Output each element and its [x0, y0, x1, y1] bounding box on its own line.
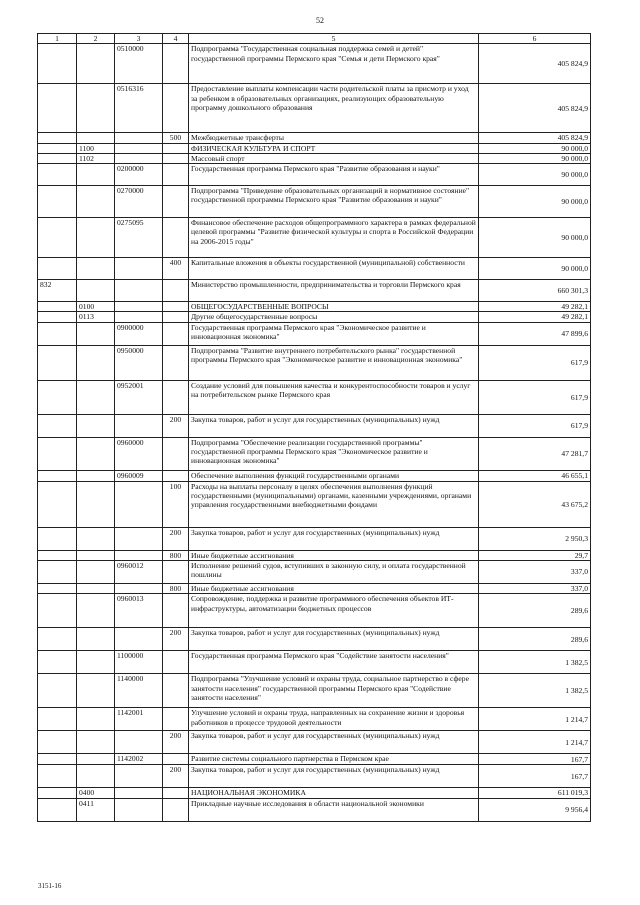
item-name-cell: Подпрограмма "Обеспечение реализации государственной программы" государственной программы Пермского края "Экономическое развитие и инновационная экономика"	[189, 437, 479, 470]
ministry-code-cell	[38, 754, 77, 765]
expense-type-cell: 200	[163, 765, 189, 788]
section-code-cell	[77, 470, 115, 481]
amount-cell: 617,9	[479, 380, 591, 414]
ministry-code-cell: 832	[38, 280, 77, 302]
target-article-cell: 0960000	[115, 437, 163, 470]
target-article-cell: 0900000	[115, 322, 163, 345]
target-article-cell	[115, 527, 163, 550]
item-name-cell: Межбюджетные трансферты	[189, 133, 479, 143]
ministry-code-cell	[38, 218, 77, 258]
expense-type-cell	[163, 322, 189, 345]
expense-type-cell	[163, 302, 189, 312]
expense-type-cell	[163, 674, 189, 708]
section-code-cell	[77, 754, 115, 765]
item-name-cell: Исполнение решений судов, вступивших в законную силу, и оплата государственной пошлины	[189, 561, 479, 584]
table-row	[38, 143, 591, 153]
section-code-cell	[77, 731, 115, 754]
expense-type-cell: 800	[163, 550, 189, 560]
expense-type-cell: 200	[163, 414, 189, 437]
item-name-cell: Подпрограмма "Улучшение условий и охраны труда, социальное партнерство в сфере занятости населения" государственной программы Пермского края "Содействие занятости населения"	[189, 674, 479, 708]
amount-cell: 337,0	[479, 561, 591, 584]
expense-type-cell	[163, 345, 189, 380]
amount-cell: 405 824,9	[479, 44, 591, 84]
document-code: 3151-16	[38, 882, 62, 890]
amount-cell: 90 000,0	[479, 186, 591, 218]
ministry-code-cell	[38, 470, 77, 481]
section-code-cell	[77, 133, 115, 143]
section-code-cell	[77, 651, 115, 674]
item-name-cell: Капитальные вложения в объекты государственной (муниципальной) собственности	[189, 258, 479, 280]
ministry-code-cell	[38, 674, 77, 708]
item-name-cell: Министерство промышленности, предпринимательства и торговли Пермского края	[189, 280, 479, 302]
ministry-code-cell	[38, 594, 77, 628]
section-code-cell	[77, 628, 115, 651]
target-article-cell	[115, 798, 163, 821]
budget-table	[37, 33, 591, 822]
target-article-cell: 1142002	[115, 754, 163, 765]
item-name-cell: Сопровождение, поддержка и развитие программного обеспечения объектов ИТ-инфраструктуры, автоматизации бюджетных процессов	[189, 594, 479, 628]
section-code-cell: 1102	[77, 153, 115, 163]
ministry-code-cell	[38, 312, 77, 322]
section-code-cell	[77, 674, 115, 708]
amount-cell: 1 382,5	[479, 674, 591, 708]
target-article-cell	[115, 280, 163, 302]
table-row	[38, 302, 591, 312]
section-code-cell	[77, 765, 115, 788]
item-name-cell: Расходы на выплаты персоналу в целях обеспечения выполнения функций государственными (муниципальными) органами, казенными учреждениями, органами управления государственными внебюджетными фондами	[189, 481, 479, 527]
item-name-cell: Иные бюджетные ассигнования	[189, 584, 479, 594]
expense-type-cell	[163, 218, 189, 258]
table-row	[38, 258, 591, 280]
ministry-code-cell	[38, 788, 77, 798]
amount-cell: 660 301,3	[479, 280, 591, 302]
amount-cell: 405 824,9	[479, 133, 591, 143]
section-code-cell	[77, 218, 115, 258]
expense-type-cell	[163, 651, 189, 674]
item-name-cell: Закупка товаров, работ и услуг для государственных (муниципальных) нужд	[189, 765, 479, 788]
item-name-cell: Подпрограмма "Приведение образовательных организаций в нормативное состояние" государственной программы Пермского края "Развитие образования и науки"	[189, 186, 479, 218]
target-article-cell: 1142001	[115, 708, 163, 731]
amount-cell: 337,0	[479, 584, 591, 594]
item-name-cell: Другие общегосударственные вопросы	[189, 312, 479, 322]
table-row	[38, 550, 591, 560]
item-name-cell: Развитие системы социального партнерства в Пермском крае	[189, 754, 479, 765]
table-row	[38, 594, 591, 628]
table-row	[38, 345, 591, 380]
target-article-cell: 0960009	[115, 470, 163, 481]
column-header: 2	[77, 34, 115, 44]
section-code-cell	[77, 280, 115, 302]
ministry-code-cell	[38, 798, 77, 821]
expense-type-cell: 800	[163, 584, 189, 594]
target-article-cell: 0516316	[115, 84, 163, 133]
ministry-code-cell	[38, 765, 77, 788]
table-row	[38, 788, 591, 798]
column-header: 4	[163, 34, 189, 44]
item-name-cell: Государственная программа Пермского края "Экономическое развитие и инновационная экономика"	[189, 322, 479, 345]
item-name-cell: Подпрограмма "Государственная социальная поддержка семей и детей" государственной программы Пермского края "Семья и дети Пермского края"	[189, 44, 479, 84]
target-article-cell	[115, 258, 163, 280]
item-name-cell: Обеспечение выполнения функций государственными органами	[189, 470, 479, 481]
ministry-code-cell	[38, 44, 77, 84]
section-code-cell	[77, 437, 115, 470]
expense-type-cell: 200	[163, 731, 189, 754]
amount-cell: 90 000,0	[479, 153, 591, 163]
table-row	[38, 133, 591, 143]
expense-type-cell: 100	[163, 481, 189, 527]
item-name-cell: Закупка товаров, работ и услуг для государственных (муниципальных) нужд	[189, 731, 479, 754]
section-code-cell	[77, 708, 115, 731]
amount-cell: 1 214,7	[479, 731, 591, 754]
ministry-code-cell	[38, 380, 77, 414]
target-article-cell	[115, 788, 163, 798]
target-article-cell: 0200000	[115, 164, 163, 186]
table-row	[38, 628, 591, 651]
table-row	[38, 84, 591, 133]
table-header-row	[38, 34, 591, 44]
target-article-cell	[115, 153, 163, 163]
table-row	[38, 186, 591, 218]
expense-type-cell	[163, 84, 189, 133]
expense-type-cell	[163, 164, 189, 186]
expense-type-cell	[163, 594, 189, 628]
expense-type-cell: 500	[163, 133, 189, 143]
amount-cell: 49 282,1	[479, 312, 591, 322]
section-code-cell	[77, 164, 115, 186]
item-name-cell: Закупка товаров, работ и услуг для государственных (муниципальных) нужд	[189, 414, 479, 437]
section-code-cell	[77, 550, 115, 560]
target-article-cell: 0952001	[115, 380, 163, 414]
amount-cell: 289,6	[479, 594, 591, 628]
ministry-code-cell	[38, 527, 77, 550]
item-name-cell: Государственная программа Пермского края "Содействие занятости населения"	[189, 651, 479, 674]
item-name-cell: Массовый спорт	[189, 153, 479, 163]
ministry-code-cell	[38, 186, 77, 218]
target-article-cell	[115, 302, 163, 312]
ministry-code-cell	[38, 628, 77, 651]
amount-cell: 90 000,0	[479, 143, 591, 153]
target-article-cell	[115, 584, 163, 594]
expense-type-cell	[163, 380, 189, 414]
ministry-code-cell	[38, 164, 77, 186]
table-row	[38, 280, 591, 302]
ministry-code-cell	[38, 84, 77, 133]
amount-cell: 1 382,5	[479, 651, 591, 674]
expense-type-cell	[163, 44, 189, 84]
amount-cell: 46 655,1	[479, 470, 591, 481]
ministry-code-cell	[38, 345, 77, 380]
ministry-code-cell	[38, 143, 77, 153]
target-article-cell: 1140000	[115, 674, 163, 708]
expense-type-cell	[163, 470, 189, 481]
target-article-cell	[115, 414, 163, 437]
amount-cell: 90 000,0	[479, 258, 591, 280]
column-header: 3	[115, 34, 163, 44]
amount-cell: 90 000,0	[479, 164, 591, 186]
table-row	[38, 731, 591, 754]
table-row	[38, 380, 591, 414]
item-name-cell: Финансовое обеспечение расходов общепрограммного характера в рамках федеральной целевой программы "Развитие физической культуры и спорта в Российской Федерации на 2006-2015 годы"	[189, 218, 479, 258]
target-article-cell	[115, 481, 163, 527]
item-name-cell: Государственная программа Пермского края "Развитие образования и науки"	[189, 164, 479, 186]
expense-type-cell	[163, 186, 189, 218]
expense-type-cell	[163, 153, 189, 163]
ministry-code-cell	[38, 437, 77, 470]
expense-type-cell	[163, 788, 189, 798]
table-row	[38, 527, 591, 550]
expense-type-cell: 200	[163, 628, 189, 651]
item-name-cell: Прикладные научные исследования в области национальной экономики	[189, 798, 479, 821]
target-article-cell: 0960012	[115, 561, 163, 584]
amount-cell: 167,7	[479, 754, 591, 765]
expense-type-cell	[163, 280, 189, 302]
target-article-cell: 1100000	[115, 651, 163, 674]
table-row	[38, 218, 591, 258]
column-header: 5	[189, 34, 479, 44]
target-article-cell: 0270000	[115, 186, 163, 218]
page-number: 52	[316, 16, 324, 25]
table-row	[38, 414, 591, 437]
expense-type-cell	[163, 437, 189, 470]
expense-type-cell	[163, 143, 189, 153]
item-name-cell: Предоставление выплаты компенсации части родительской платы за присмотр и уход за ребенком в образовательных организациях, реализующих образовательную программу дошкольного образования	[189, 84, 479, 133]
section-code-cell: 0400	[77, 788, 115, 798]
section-code-cell	[77, 44, 115, 84]
amount-cell: 617,9	[479, 345, 591, 380]
item-name-cell: Создание условий для повышения качества и конкурентоспособности товаров и услуг на потребительском рынке Пермского края	[189, 380, 479, 414]
ministry-code-cell	[38, 322, 77, 345]
section-code-cell	[77, 186, 115, 218]
section-code-cell	[77, 527, 115, 550]
amount-cell: 49 282,1	[479, 302, 591, 312]
amount-cell: 167,7	[479, 765, 591, 788]
table-row	[38, 312, 591, 322]
expense-type-cell	[163, 561, 189, 584]
amount-cell: 405 824,9	[479, 84, 591, 133]
item-name-cell: НАЦИОНАЛЬНАЯ ЭКОНОМИКА	[189, 788, 479, 798]
column-header: 1	[38, 34, 77, 44]
table-row	[38, 481, 591, 527]
amount-cell: 289,6	[479, 628, 591, 651]
amount-cell: 1 214,7	[479, 708, 591, 731]
target-article-cell: 0510000	[115, 44, 163, 84]
section-code-cell: 0113	[77, 312, 115, 322]
section-code-cell	[77, 380, 115, 414]
amount-cell: 617,9	[479, 414, 591, 437]
ministry-code-cell	[38, 414, 77, 437]
ministry-code-cell	[38, 550, 77, 560]
amount-cell: 43 675,2	[479, 481, 591, 527]
target-article-cell	[115, 731, 163, 754]
section-code-cell	[77, 561, 115, 584]
ministry-code-cell	[38, 302, 77, 312]
ministry-code-cell	[38, 731, 77, 754]
expense-type-cell	[163, 708, 189, 731]
expense-type-cell: 400	[163, 258, 189, 280]
item-name-cell: ФИЗИЧЕСКАЯ КУЛЬТУРА И СПОРТ	[189, 143, 479, 153]
amount-cell: 47 281,7	[479, 437, 591, 470]
section-code-cell	[77, 584, 115, 594]
section-code-cell	[77, 414, 115, 437]
table-row	[38, 708, 591, 731]
ministry-code-cell	[38, 133, 77, 143]
target-article-cell	[115, 143, 163, 153]
ministry-code-cell	[38, 584, 77, 594]
expense-type-cell: 200	[163, 527, 189, 550]
item-name-cell: ОБЩЕГОСУДАРСТВЕННЫЕ ВОПРОСЫ	[189, 302, 479, 312]
ministry-code-cell	[38, 708, 77, 731]
table-row	[38, 44, 591, 84]
ministry-code-cell	[38, 481, 77, 527]
item-name-cell: Иные бюджетные ассигнования	[189, 550, 479, 560]
table-row	[38, 322, 591, 345]
section-code-cell	[77, 345, 115, 380]
amount-cell: 90 000,0	[479, 218, 591, 258]
table-row	[38, 153, 591, 163]
table-row	[38, 765, 591, 788]
table-row	[38, 164, 591, 186]
ministry-code-cell	[38, 651, 77, 674]
ministry-code-cell	[38, 258, 77, 280]
section-code-cell	[77, 84, 115, 133]
target-article-cell	[115, 765, 163, 788]
target-article-cell	[115, 133, 163, 143]
expense-type-cell	[163, 754, 189, 765]
section-code-cell	[77, 594, 115, 628]
item-name-cell: Улучшение условий и охраны труда, направленных на сохранение жизни и здоровья работников в процессе трудовой деятельности	[189, 708, 479, 731]
target-article-cell: 0950000	[115, 345, 163, 380]
expense-type-cell	[163, 798, 189, 821]
table-row	[38, 470, 591, 481]
target-article-cell: 0960013	[115, 594, 163, 628]
target-article-cell	[115, 550, 163, 560]
amount-cell: 9 956,4	[479, 798, 591, 821]
table-row	[38, 798, 591, 821]
item-name-cell: Подпрограмма "Развитие внутреннего потребительского рынка" государственной программы Пермского края "Экономическое развитие и инновационная экономика"	[189, 345, 479, 380]
table-row	[38, 651, 591, 674]
ministry-code-cell	[38, 153, 77, 163]
item-name-cell: Закупка товаров, работ и услуг для государственных (муниципальных) нужд	[189, 527, 479, 550]
section-code-cell	[77, 322, 115, 345]
target-article-cell	[115, 628, 163, 651]
table-row	[38, 754, 591, 765]
section-code-cell: 0100	[77, 302, 115, 312]
target-article-cell	[115, 312, 163, 322]
section-code-cell	[77, 258, 115, 280]
amount-cell: 611 019,3	[479, 788, 591, 798]
column-header: 6	[479, 34, 591, 44]
table-row	[38, 584, 591, 594]
table-row	[38, 674, 591, 708]
target-article-cell: 0275095	[115, 218, 163, 258]
section-code-cell	[77, 481, 115, 527]
ministry-code-cell	[38, 561, 77, 584]
expense-type-cell	[163, 312, 189, 322]
amount-cell: 29,7	[479, 550, 591, 560]
item-name-cell: Закупка товаров, работ и услуг для государственных (муниципальных) нужд	[189, 628, 479, 651]
section-code-cell: 1100	[77, 143, 115, 153]
section-code-cell: 0411	[77, 798, 115, 821]
amount-cell: 47 899,6	[479, 322, 591, 345]
amount-cell: 2 950,3	[479, 527, 591, 550]
table-body	[38, 44, 591, 821]
table-row	[38, 437, 591, 470]
table-row	[38, 561, 591, 584]
